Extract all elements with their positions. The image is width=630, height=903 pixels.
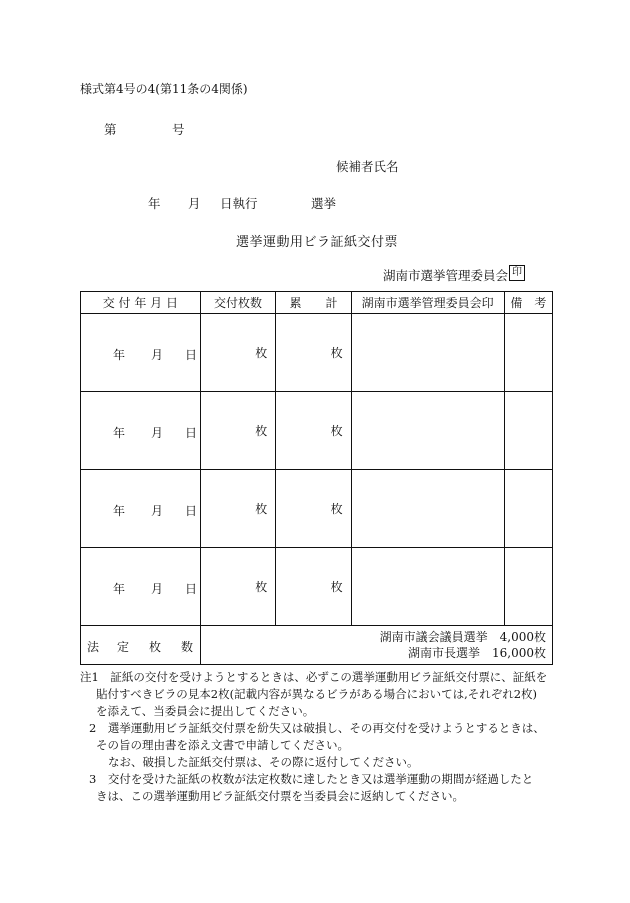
issue-date-cell[interactable]: [81, 392, 201, 470]
issue-date-cell[interactable]: [81, 548, 201, 626]
legal-limit-label: [81, 626, 201, 665]
issuance-table: [80, 291, 553, 665]
table-row: [81, 392, 553, 470]
seal-cell[interactable]: [351, 470, 504, 548]
number-prefix: 第: [104, 122, 117, 137]
issuer-name: 湖南市選挙管理委員会: [383, 268, 509, 283]
seal-cell[interactable]: [351, 548, 504, 626]
issue-date-cell[interactable]: [81, 470, 201, 548]
issue-count-cell[interactable]: [200, 470, 275, 548]
cumulative-cell[interactable]: [276, 314, 351, 392]
total-unit: 枚: [330, 424, 343, 438]
note-line: きは、この選挙運動用ビラ証紙交付票を当委員会に返納してください。: [96, 789, 464, 803]
header-issue-date: 交 付 年 月 日: [81, 292, 201, 314]
note-line: 2 選挙運動用ビラ証紙交付票を紛失又は破損し、その再交付を受けようとするときは、: [89, 721, 545, 735]
election-year-label: 年: [148, 196, 161, 211]
header-issue-count: 交付枚数: [200, 292, 275, 314]
legal-char: 枚: [149, 640, 162, 654]
month-label: 月: [151, 504, 164, 518]
form-number: 様式第4号の4(第11条の4関係): [80, 82, 248, 96]
year-label: 年: [113, 504, 126, 518]
candidate-name-label: 候補者氏名: [336, 159, 399, 174]
document-title: 選挙運動用ビラ証紙交付票: [236, 235, 399, 250]
table-row: [81, 548, 553, 626]
count-unit: 枚: [255, 346, 268, 360]
seal-mark: 印: [509, 265, 525, 281]
legal-char: 定: [117, 640, 130, 654]
note-line: 貼付すべきビラの見本2枚(記載内容が異なるビラがある場合においては,それぞれ2枚): [96, 687, 538, 701]
mayor-election-limit: 湖南市長選挙 16,000枚: [408, 646, 546, 660]
count-unit: 枚: [255, 580, 268, 594]
month-label: 月: [151, 426, 164, 440]
month-label: 月: [151, 582, 164, 596]
issue-date-cell[interactable]: [81, 314, 201, 392]
note-line: なお、破損した証紙交付票は、その際に返付してください。: [108, 755, 419, 769]
note-line: 3 交付を受けた証紙の枚数が法定枚数に達したとき又は選挙運動の期間が経過したと: [89, 772, 534, 786]
table-header-row: [81, 292, 553, 314]
table-row: [81, 314, 553, 392]
notes-section: [80, 669, 560, 805]
count-unit: 枚: [255, 502, 268, 516]
legal-limit-values: [200, 626, 552, 665]
header-cumulative: 累 計: [276, 292, 351, 314]
legal-char: 数: [181, 640, 194, 654]
remarks-cell[interactable]: [504, 392, 552, 470]
remarks-cell[interactable]: [504, 470, 552, 548]
cumulative-cell[interactable]: [276, 548, 351, 626]
note-line: その旨の理由書を添え文書で申請してください。: [96, 738, 349, 752]
election-day-label: 日執行: [220, 196, 258, 211]
issue-count-cell[interactable]: [200, 314, 275, 392]
header-committee-seal: 湖南市選挙管理委員会印: [351, 292, 504, 314]
legal-limit-row: [81, 626, 553, 665]
month-label: 月: [151, 348, 164, 362]
total-unit: 枚: [330, 502, 343, 516]
remarks-cell[interactable]: [504, 548, 552, 626]
issue-count-cell[interactable]: [200, 548, 275, 626]
day-label: 日: [185, 582, 198, 596]
legal-char: 法: [87, 640, 100, 654]
day-label: 日: [185, 348, 198, 362]
header-remarks: 備 考: [504, 292, 552, 314]
number-suffix: 号: [172, 122, 185, 137]
day-label: 日: [185, 504, 198, 518]
seal-cell[interactable]: [351, 314, 504, 392]
day-label: 日: [185, 426, 198, 440]
total-unit: 枚: [330, 346, 343, 360]
year-label: 年: [113, 348, 126, 362]
year-label: 年: [113, 582, 126, 596]
election-month-label: 月: [188, 196, 201, 211]
count-unit: 枚: [255, 424, 268, 438]
seal-cell[interactable]: [351, 392, 504, 470]
year-label: 年: [113, 426, 126, 440]
remarks-cell[interactable]: [504, 314, 552, 392]
total-unit: 枚: [330, 580, 343, 594]
issue-count-cell[interactable]: [200, 392, 275, 470]
note-line: を添えて、当委員会に提出してください。: [96, 704, 315, 718]
election-label: 選挙: [311, 196, 337, 211]
table-row: [81, 470, 553, 548]
cumulative-cell[interactable]: [276, 470, 351, 548]
council-election-limit: 湖南市議会議員選挙 4,000枚: [379, 630, 546, 644]
note-line: 注1 証紙の交付を受けようとするときは、必ずこの選挙運動用ビラ証紙交付票に、証紙を: [80, 670, 548, 684]
cumulative-cell[interactable]: [276, 392, 351, 470]
